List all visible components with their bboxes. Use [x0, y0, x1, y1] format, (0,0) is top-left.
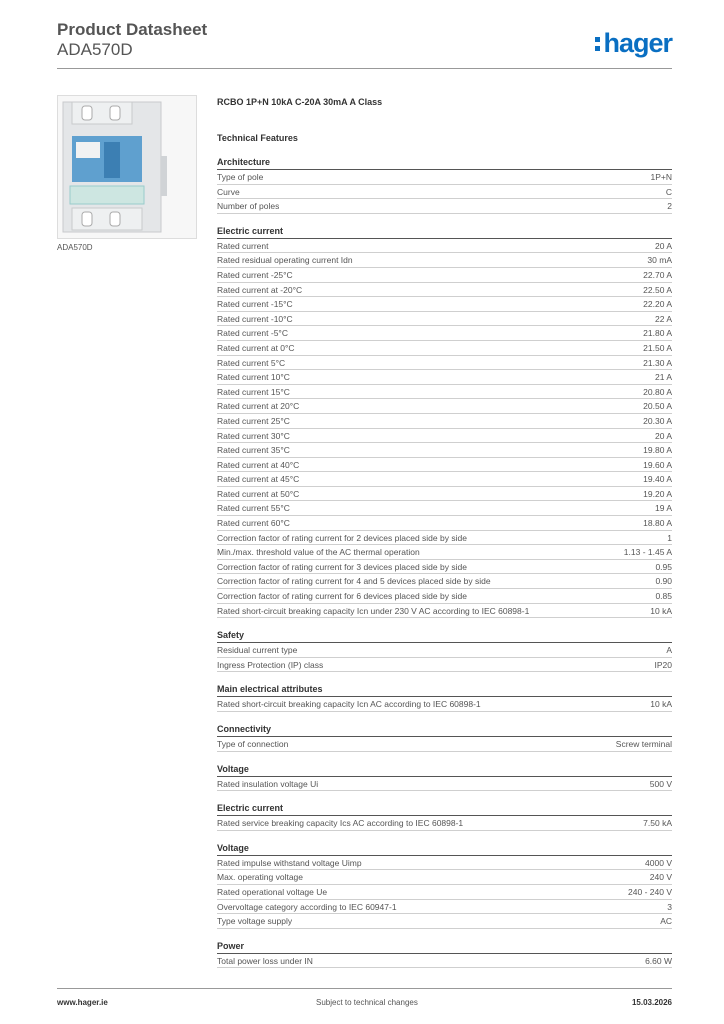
spec-section	[217, 842, 672, 929]
spec-section	[217, 156, 672, 214]
spec-label: Correction factor of rating current for 4 and 5 devices placed side by side	[217, 576, 491, 587]
footer-website[interactable]: www.hager.ie	[57, 998, 108, 1007]
footer-note: Subject to technical changes	[316, 998, 418, 1007]
spec-value: 2	[667, 201, 672, 212]
spec-label: Min./max. threshold value of the AC thermal operation	[217, 547, 420, 558]
spec-value: 30 mA	[647, 255, 672, 266]
spec-value: 0.95	[655, 561, 672, 572]
spec-section	[217, 940, 672, 969]
spec-section	[217, 723, 672, 752]
spec-value: IP20	[654, 659, 672, 670]
spec-label: Rated insulation voltage Ui	[217, 778, 319, 789]
spec-row	[217, 870, 672, 885]
spec-value: 21.30 A	[643, 357, 672, 368]
spec-label: Rated short-circuit breaking capacity Icn under 230 V AC according to IEC 60898-1	[217, 605, 530, 616]
spec-section	[217, 629, 672, 672]
spec-value: 0.85	[655, 591, 672, 602]
spec-value: 20 A	[654, 240, 672, 251]
spec-label: Rated current 55°C	[217, 503, 290, 514]
spec-value: 1.13 - 1.45 A	[623, 547, 672, 558]
section-title: Power	[217, 940, 672, 954]
spec-row	[217, 253, 672, 268]
section-title: Safety	[217, 629, 672, 643]
spec-value: 10 kA	[650, 605, 672, 616]
spec-row	[217, 914, 672, 929]
spec-value: 20.30 A	[643, 415, 672, 426]
spec-label: Type of pole	[217, 172, 264, 182]
spec-label: Rated short-circuit breaking capacity Icn AC according to IEC 60898-1	[217, 699, 481, 710]
spec-row	[217, 545, 672, 560]
spec-label: Rated current 25°C	[217, 415, 290, 426]
spec-value: 19.20 A	[643, 488, 672, 499]
spec-value: 20 A	[654, 430, 672, 441]
spec-row	[217, 443, 672, 458]
spec-label: Rated service breaking capacity Ics AC according to IEC 60898-1	[217, 818, 464, 829]
spec-row	[217, 737, 672, 752]
spec-section	[217, 683, 672, 712]
spec-label: Rated current -25°C	[217, 269, 293, 280]
spec-row	[217, 885, 672, 900]
spec-label: Correction factor of rating current for 3 devices placed side by side	[217, 561, 467, 572]
spec-value: C	[665, 186, 672, 197]
spec-label: Rated operational voltage Ue	[217, 886, 328, 897]
spec-label: Rated impulse withstand voltage Uimp	[217, 857, 362, 868]
spec-value: 500 V	[649, 778, 672, 789]
spec-label: Rated current 10°C	[217, 372, 290, 383]
spec-row	[217, 170, 672, 185]
spec-row	[217, 399, 672, 414]
spec-label: Rated current at 45°C	[217, 474, 300, 485]
spec-row	[217, 816, 672, 831]
spec-row	[217, 604, 672, 619]
spec-value: 21 A	[654, 372, 672, 383]
spec-row	[217, 589, 672, 604]
spec-label: Rated current	[217, 240, 269, 251]
spec-row	[217, 900, 672, 915]
section-title: Main electrical attributes	[217, 683, 672, 697]
spec-row	[217, 531, 672, 546]
spec-label: Rated current 35°C	[217, 445, 290, 456]
spec-value: 21.80 A	[643, 328, 672, 339]
spec-row	[217, 574, 672, 589]
spec-row	[217, 516, 672, 531]
spec-row	[217, 283, 672, 298]
spec-row	[217, 458, 672, 473]
section-title: Architecture	[217, 156, 672, 170]
spec-label: Ingress Protection (IP) class	[217, 659, 324, 670]
hager-logo	[595, 28, 672, 58]
spec-value: 3	[667, 901, 672, 912]
product-name: RCBO 1P+N 10kA C-20A 30mA A Class	[217, 97, 383, 107]
section-title: Voltage	[217, 842, 672, 856]
spec-label: Correction factor of rating current for 2 devices placed side by side	[217, 532, 467, 543]
spec-row	[217, 239, 672, 254]
spec-value: 7.50 kA	[643, 818, 672, 829]
spec-value: A	[666, 645, 672, 656]
spec-row	[217, 370, 672, 385]
spec-label: Rated current -15°C	[217, 299, 293, 310]
spec-label: Rated current 30°C	[217, 430, 290, 441]
footer-divider	[57, 988, 672, 989]
spec-row	[217, 658, 672, 673]
spec-label: Type of connection	[217, 739, 289, 749]
spec-label: Max. operating voltage	[217, 872, 303, 883]
spec-row	[217, 560, 672, 575]
spec-label: Total power loss under IN	[217, 955, 313, 966]
spec-label: Rated current at 20°C	[217, 401, 300, 412]
spec-label: Number of poles	[217, 201, 280, 212]
spec-label: Rated current at -20°C	[217, 284, 303, 295]
brand-name: hager	[603, 28, 672, 58]
spec-label: Rated current -5°C	[217, 328, 288, 339]
spec-row	[217, 472, 672, 487]
spec-row	[217, 341, 672, 356]
spec-label: Rated current -10°C	[217, 313, 293, 324]
section-title: Connectivity	[217, 723, 672, 737]
spec-row	[217, 414, 672, 429]
spec-section	[217, 802, 672, 831]
spec-value: 19.40 A	[643, 474, 672, 485]
spec-row	[217, 697, 672, 712]
spec-label: Residual current type	[217, 645, 298, 656]
spec-row	[217, 777, 672, 792]
section-title: Voltage	[217, 763, 672, 777]
spec-value: 22.50 A	[643, 284, 672, 295]
spec-label: Overvoltage category according to IEC 60947-1	[217, 901, 397, 912]
spec-value: 19.60 A	[643, 459, 672, 470]
spec-row	[217, 643, 672, 658]
page-footer	[57, 998, 672, 1010]
spec-value: 240 - 240 V	[628, 886, 672, 897]
product-image-caption: ADA570D	[57, 243, 93, 252]
spec-value: 20.50 A	[643, 401, 672, 412]
spec-row	[217, 268, 672, 283]
spec-row	[217, 185, 672, 200]
spec-row	[217, 487, 672, 502]
spec-label: Correction factor of rating current for 6 devices placed side by side	[217, 591, 467, 602]
spec-label: Rated residual operating current Idn	[217, 255, 353, 266]
logo-dots-icon	[595, 36, 601, 54]
spec-label: Rated current 60°C	[217, 518, 290, 529]
section-title: Electric current	[217, 225, 672, 239]
spec-row	[217, 385, 672, 400]
product-image	[57, 95, 197, 239]
spec-row	[217, 856, 672, 871]
product-code: ADA570D	[57, 40, 133, 59]
spec-section	[217, 225, 672, 618]
section-title: Electric current	[217, 802, 672, 816]
spec-label: Curve	[217, 186, 240, 197]
spec-sections	[217, 156, 672, 968]
spec-value: 20.80 A	[643, 386, 672, 397]
spec-label: Type voltage supply	[217, 916, 293, 927]
spec-value: 1	[667, 532, 672, 543]
spec-value: 10 kA	[650, 699, 672, 710]
spec-row	[217, 326, 672, 341]
technical-content	[217, 95, 672, 968]
spec-label: Rated current 15°C	[217, 386, 290, 397]
rcbo-device-icon	[58, 96, 196, 238]
document-title: Product Datasheet	[57, 20, 208, 39]
spec-label: Rated current at 40°C	[217, 459, 300, 470]
document-header	[57, 20, 207, 60]
technical-features-heading: Technical Features	[217, 133, 298, 143]
spec-value: 21.50 A	[643, 342, 672, 353]
spec-row	[217, 356, 672, 371]
spec-row	[217, 954, 672, 969]
spec-value: 4000 V	[645, 857, 672, 868]
spec-value: AC	[660, 916, 672, 927]
spec-row	[217, 501, 672, 516]
spec-value: 22.20 A	[643, 299, 672, 310]
spec-row	[217, 199, 672, 214]
spec-value: 19.80 A	[643, 445, 672, 456]
spec-section	[217, 763, 672, 792]
spec-value: 19 A	[654, 503, 672, 514]
spec-label: Rated current 5°C	[217, 357, 286, 368]
header-divider	[57, 68, 672, 69]
footer-date: 15.03.2026	[631, 998, 672, 1007]
spec-label: Rated current at 0°C	[217, 342, 295, 353]
spec-row	[217, 312, 672, 327]
spec-value: 22 A	[654, 313, 672, 324]
spec-value: 1P+N	[650, 172, 672, 182]
spec-value: Screw terminal	[615, 739, 672, 749]
spec-value: 22.70 A	[643, 269, 672, 280]
spec-value: 0.90	[655, 576, 672, 587]
spec-label: Rated current at 50°C	[217, 488, 300, 499]
spec-value: 18.80 A	[643, 518, 672, 529]
spec-row	[217, 297, 672, 312]
spec-value: 6.60 W	[645, 955, 672, 966]
spec-value: 240 V	[649, 872, 672, 883]
spec-row	[217, 429, 672, 444]
